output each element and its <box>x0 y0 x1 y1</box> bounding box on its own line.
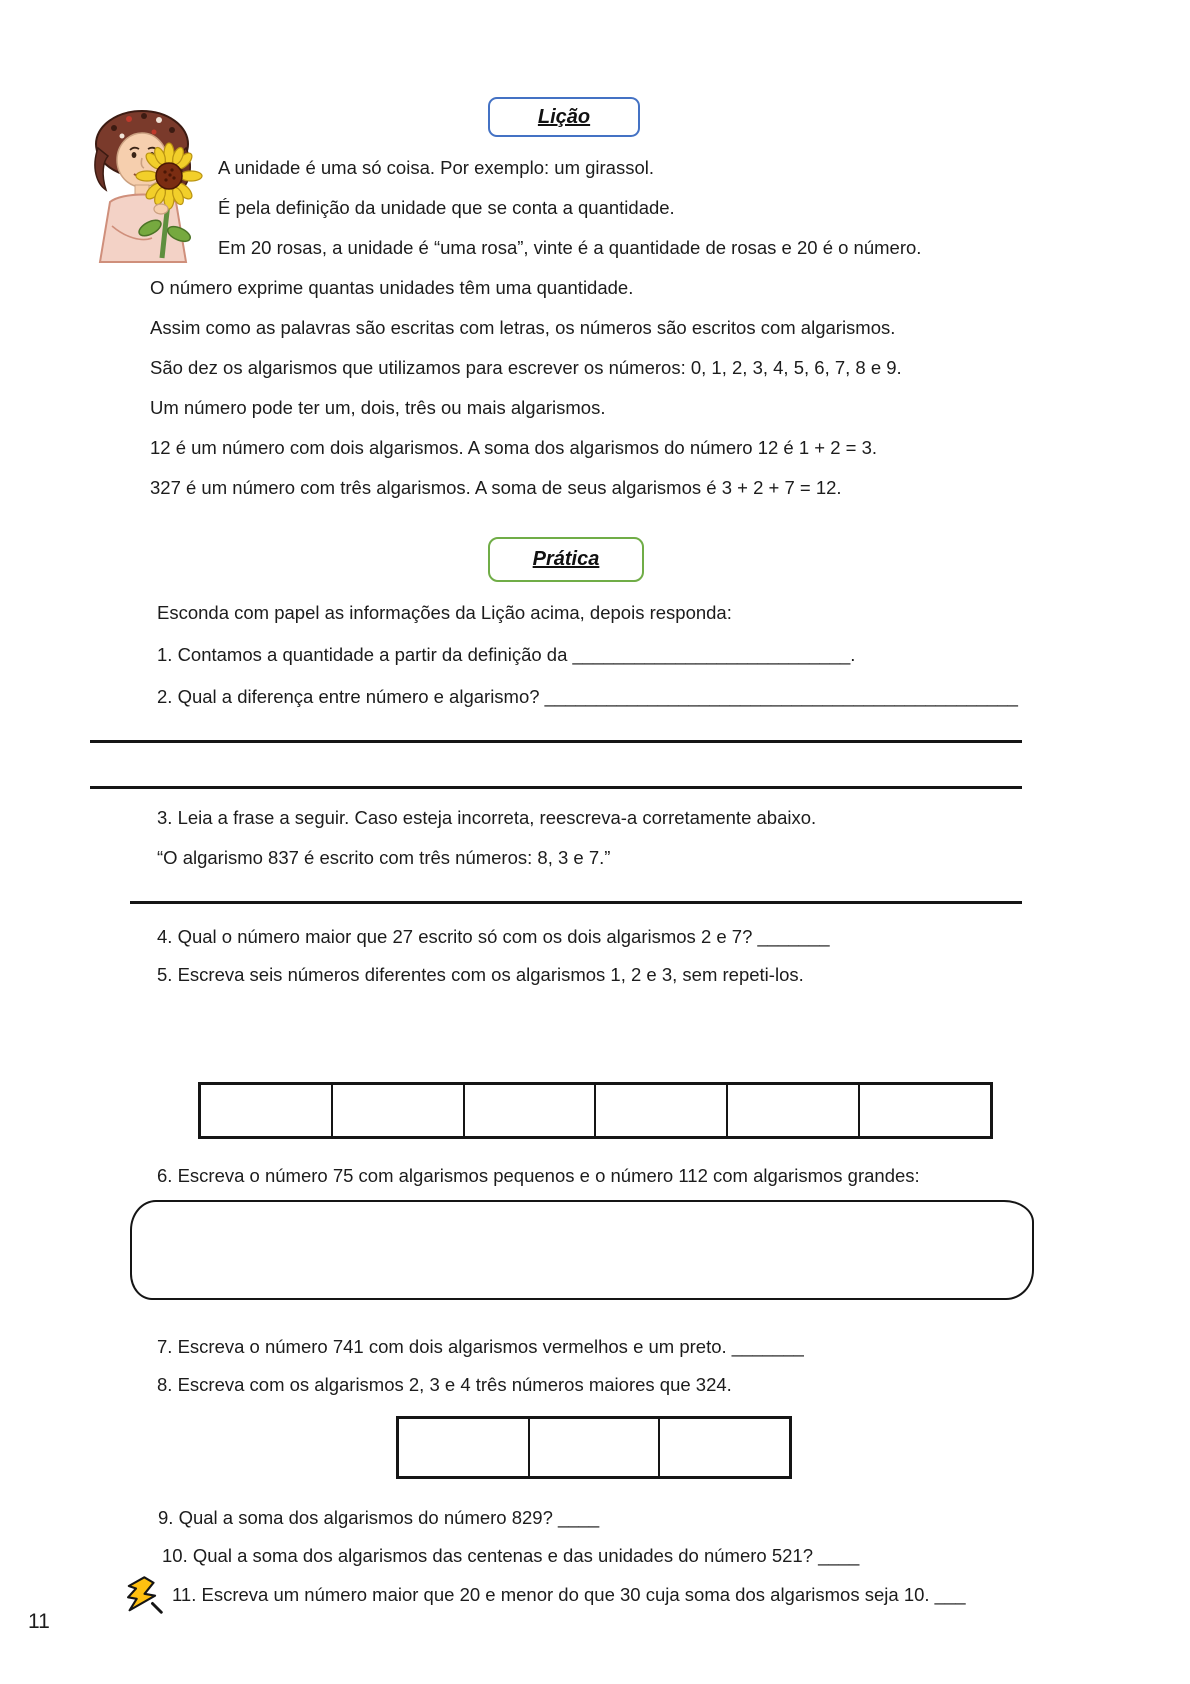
answer-boxes-q5 <box>198 1082 993 1139</box>
lesson-line: É pela definição da unidade que se conta a quantidade. <box>218 197 675 218</box>
question-4: 4. Qual o número maior que 27 escrito só com os dois algarismos 2 e 7? _______ <box>157 926 830 947</box>
answer-cell <box>728 1085 860 1136</box>
question-8: 8. Escreva com os algarismos 2, 3 e 4 três números maiores que 324. <box>157 1374 732 1395</box>
answer-cell <box>465 1085 597 1136</box>
question-7: 7. Escreva o número 741 com dois algarismos vermelhos e um preto. _______ <box>157 1336 804 1357</box>
question-11: 11. Escreva um número maior que 20 e menor do que 30 cuja soma dos algarismos seja 10. ___ <box>172 1584 966 1605</box>
answer-boxes-q8 <box>396 1416 792 1479</box>
answer-line <box>90 786 1022 789</box>
answer-cell <box>530 1419 661 1476</box>
answer-cell <box>660 1419 789 1476</box>
practice-box-label: Prática <box>532 548 600 570</box>
page-number: 11 <box>28 1610 50 1633</box>
question-5: 5. Escreva seis números diferentes com os algarismos 1, 2 e 3, sem repeti-los. <box>157 964 804 985</box>
question-9: 9. Qual a soma dos algarismos do número 829? ____ <box>158 1507 600 1528</box>
girl-with-sunflower-illustration <box>82 106 208 264</box>
answer-cell <box>860 1085 990 1136</box>
lesson-line: São dez os algarismos que utilizamos para escrever os números: 0, 1, 2, 3, 4, 5, 6, 7, 8 e 9. <box>150 357 902 378</box>
answer-line <box>90 740 1022 743</box>
question-2: 2. Qual a diferença entre número e algarismo? ______________________________________________ <box>157 686 1018 707</box>
lesson-line: O número exprime quantas unidades têm uma quantidade. <box>150 277 634 298</box>
question-1: 1. Contamos a quantidade a partir da definição da ___________________________. <box>157 644 856 665</box>
lesson-line: Um número pode ter um, dois, três ou mais algarismos. <box>150 397 606 418</box>
question-6: 6. Escreva o número 75 com algarismos pequenos e o número 112 com algarismos grandes: <box>157 1165 920 1186</box>
answer-box-q6 <box>130 1200 1034 1300</box>
practice-intro: Esconda com papel as informações da Lição acima, depois responda: <box>157 602 732 623</box>
lesson-box <box>488 97 640 137</box>
answer-line <box>130 901 1022 904</box>
lesson-box-label: Lição <box>537 105 591 128</box>
lesson-line: A unidade é uma só coisa. Por exemplo: um girassol. <box>218 157 655 178</box>
question-3: 3. Leia a frase a seguir. Caso esteja incorreta, reescreva-a corretamente abaixo. <box>157 807 817 828</box>
lesson-line: Assim como as palavras são escritas com letras, os números são escritos com algarismos. <box>150 317 896 338</box>
answer-cell <box>333 1085 465 1136</box>
answer-cell <box>399 1419 530 1476</box>
lesson-line: 327 é um número com três algarismos. A soma de seus algarismos é 3 + 2 + 7 = 12. <box>150 477 842 498</box>
question-10: 10. Qual a soma dos algarismos das centenas e das unidades do número 521? ____ <box>162 1545 860 1566</box>
lesson-line: 12 é um número com dois algarismos. A soma dos algarismos do número 12 é 1 + 2 = 3. <box>150 437 878 458</box>
lightning-icon <box>124 1576 166 1616</box>
answer-cell <box>201 1085 333 1136</box>
lesson-line: Em 20 rosas, a unidade é “uma rosa”, vinte é a quantidade de rosas e 20 é o número. <box>218 237 922 258</box>
answer-cell <box>596 1085 728 1136</box>
question-3-quote: “O algarismo 837 é escrito com três números: 8, 3 e 7.” <box>157 847 611 868</box>
practice-box <box>488 537 644 582</box>
